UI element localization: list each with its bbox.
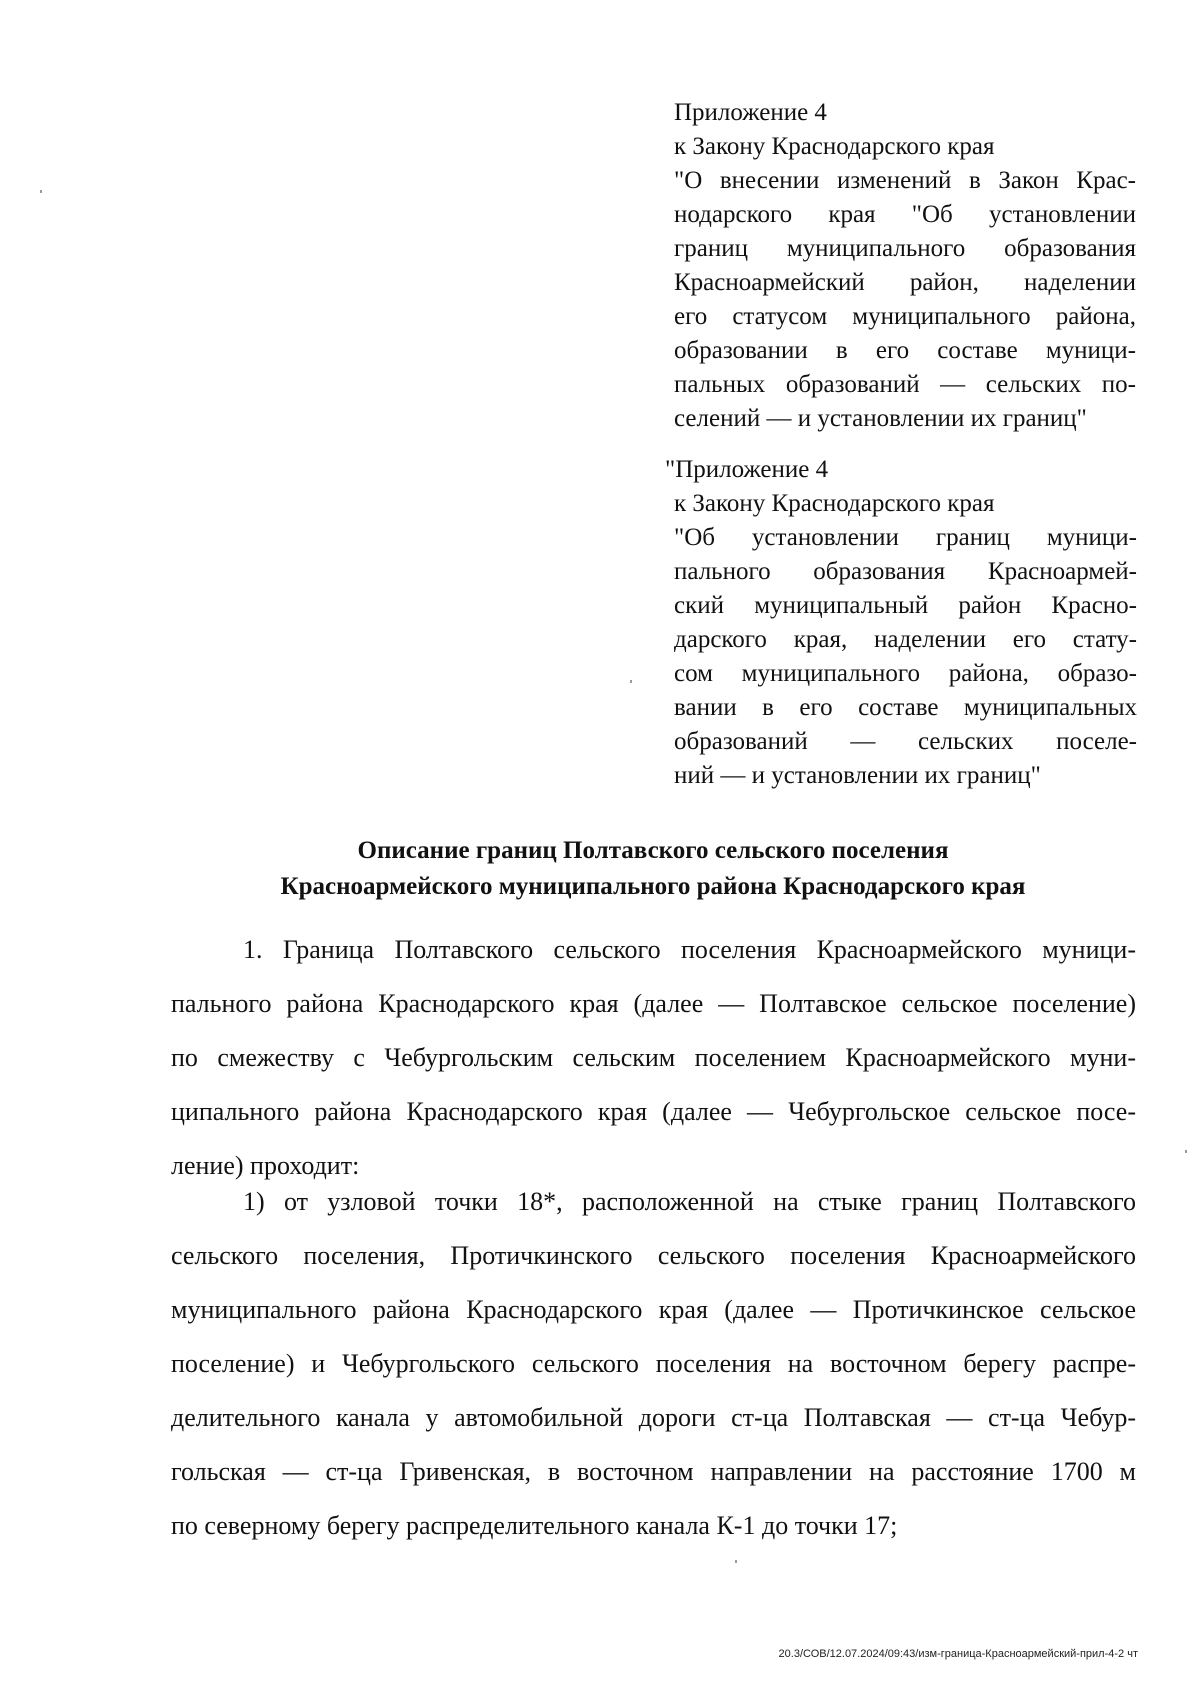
appendix-header-current [674, 96, 1136, 436]
appendix-line: ний — и установлении их границ" [674, 762, 1041, 789]
title-line-2: Красноармейского муниципального района Краснодарского края [280, 873, 1026, 900]
footer-reference: 20.3/СОВ/12.07.2024/09:43/изм-граница-Красноармейский-прил-4-2 чт [778, 1648, 1138, 1660]
scan-speck [40, 190, 42, 193]
document-title [170, 833, 1136, 905]
title-line-1: Описание границ Полтавского сельского поселения [357, 837, 949, 864]
appendix-line: Красноармейский район, наделении [674, 269, 1136, 296]
paragraph-line: ление) проходит: [171, 1151, 360, 1180]
paragraph-line: по северному берегу распределительного канала К-1 до точки 17; [171, 1511, 898, 1540]
appendix-line: к Закону Краснодарского края [674, 133, 995, 160]
appendix-line: "Об установлении границ муници- [674, 524, 1137, 551]
paragraph-line: 1) от узловой точки 18*, расположенной на стыке границ Полтавского [243, 1187, 1136, 1216]
appendix-line: селений — и установлении их границ" [674, 405, 1087, 432]
appendix-line: дарского края, наделении его стату- [674, 626, 1137, 653]
paragraph-line: по смежеству с Чебургольским сельским поселением Красноармейского муни- [171, 1043, 1136, 1072]
appendix-line: пальных образований — сельских по- [674, 371, 1136, 398]
appendix-line: Приложение 4 [674, 99, 827, 126]
appendix-line: "О внесении изменений в Закон Крас- [674, 167, 1136, 194]
paragraph-line: 1. Граница Полтавского сельского поселения Красноармейского муници- [243, 935, 1136, 964]
appendix-line: к Закону Краснодарского края [674, 490, 995, 517]
scan-speck [735, 1560, 737, 1563]
appendix-line: границ муниципального образования [674, 235, 1136, 262]
appendix-line: сом муниципального района, образо- [674, 660, 1137, 687]
appendix-line: образований — сельских поселе- [674, 728, 1137, 755]
appendix-line: его статусом муниципального района, [674, 303, 1136, 330]
appendix-line: нодарского края "Об установлении [674, 201, 1136, 228]
paragraph-line: муниципального района Краснодарского края (далее — Протичкинское сельское [171, 1295, 1136, 1324]
paragraph-line: гольская — ст-ца Гривенская, в восточном направлении на расстояние 1700 м [171, 1457, 1136, 1486]
paragraph-line: сельского поселения, Протичкинского сельского поселения Красноармейского [171, 1241, 1136, 1270]
appendix-line: вании в его составе муниципальных [674, 694, 1137, 721]
scan-speck [630, 680, 632, 683]
appendix-header-original [665, 453, 1137, 793]
paragraph-line: ципального района Краснодарского края (далее — Чебургольское сельское посе- [171, 1097, 1136, 1126]
appendix-line: пального образования Красноармей- [674, 558, 1137, 585]
appendix-line: ский муниципальный район Красно- [674, 592, 1137, 619]
paragraph-line: пального района Краснодарского края (далее — Полтавское сельское поселение) [171, 989, 1136, 1018]
paragraph-2 [171, 1175, 1136, 1553]
paragraph-line: делительного канала у автомобильной дороги ст-ца Полтавская — ст-ца Чебур- [171, 1403, 1136, 1432]
appendix-line: "Приложение 4 [665, 456, 829, 483]
paragraph-line: поселение) и Чебургольского сельского поселения на восточном берегу распре- [171, 1349, 1136, 1378]
scan-speck [1185, 1150, 1187, 1153]
paragraph-1 [171, 923, 1136, 1193]
appendix-line: образовании в его составе муници- [674, 337, 1136, 364]
